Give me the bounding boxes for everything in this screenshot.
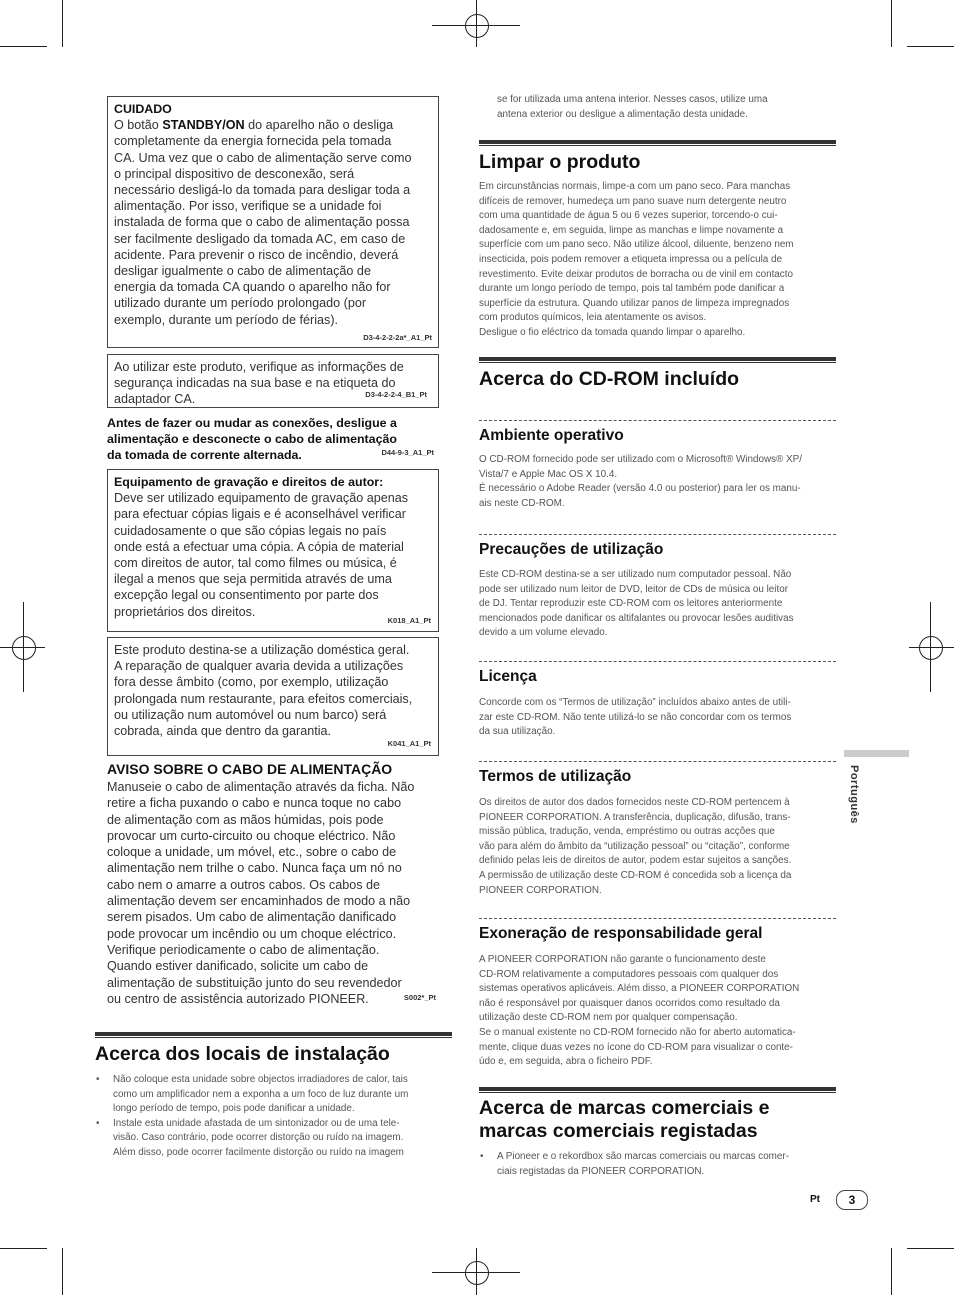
exoneracao-line: sistemas operativos aplicáveis. Além disso, a PIONEER CORPORATION bbox=[479, 983, 800, 995]
licenca-line: Concorde com os “Termos de utilização” incluídos abaixo antes de utili- bbox=[479, 697, 791, 708]
limpar-line: revestimento. Evite deixar produtos de borracha ou de vinil em contacto bbox=[479, 268, 793, 280]
exoneracao-line: CD-ROM relativamente a computadores pessoais com qualquer dos bbox=[479, 968, 779, 980]
connections-warning-line: alimentação e desconecte o cabo de alimentação bbox=[107, 432, 397, 447]
subtitle-exoneracao: Exoneração de responsabilidade geral bbox=[479, 925, 763, 942]
recording-rights-line: com direitos de autor, tal como filmes ou música, é bbox=[114, 556, 397, 571]
language-tab-label: Português bbox=[848, 765, 860, 824]
domestic-use-code: K041_A1_Pt bbox=[387, 738, 431, 748]
standby-on-label: STANDBY/ON bbox=[162, 118, 245, 133]
ambiente-line: ais neste CD-ROM. bbox=[479, 497, 565, 509]
marcas-list bbox=[479, 1150, 839, 1179]
precaucoes-line: de DJ. Tentar reproduzir este CD-ROM com os leitores anteriormente bbox=[479, 598, 783, 610]
bullet-line: • Não coloque esta unidade sobre objectos irradiadores de calor, tais bbox=[113, 1074, 408, 1085]
connections-warning-line: da tomada de corrente alternada. bbox=[107, 448, 302, 463]
caution-line: O botão STANDBY/ON do aparelho não o desliga bbox=[114, 118, 394, 133]
limpar-text bbox=[479, 180, 839, 341]
licenca-line: zar este CD-ROM. Não tente utilizá-lo se não concordar com os termos bbox=[479, 711, 792, 723]
limpar-line: Desligue o fio eléctrico da tomada quando limpar o aparelho. bbox=[479, 326, 746, 338]
precaucoes-line: pode ser utilizado num leitor de DVD, leitor de CDs de música ou leitor bbox=[479, 583, 789, 595]
power-cord-line: alimentação nem trilhe o cabo. Nunca faça um nó no bbox=[107, 861, 402, 876]
recording-rights-box bbox=[107, 469, 439, 632]
caution-code: D3-4-2-2-2a*_A1_Pt bbox=[363, 332, 432, 342]
recording-rights-line: para efectuar cópias ligais e é aconselhável verificar bbox=[114, 507, 406, 522]
termos-text bbox=[479, 796, 839, 898]
antenna-line: antena exterior ou desligue a alimentação desta unidade. bbox=[497, 108, 748, 120]
divider-ambiente bbox=[479, 420, 836, 421]
page-number: 3 bbox=[836, 1190, 868, 1210]
termos-line: PIONEER CORPORATION. A transferência, duplicação, difusão, trans- bbox=[479, 811, 791, 823]
limpar-line: superfície da estrutura. Quando utilizar panos de limpeza impregnados bbox=[479, 297, 790, 309]
power-cord-line: Manuseie o cabo de alimentação através da ficha. Não bbox=[107, 780, 415, 794]
limpar-line: dadosamente e, em seguida, limpe as manchas e limpe novamente a bbox=[479, 224, 784, 236]
section-title-locais: Acerca dos locais de instalação bbox=[95, 1043, 390, 1065]
ambiente-line: Vista/7 e Apple Mac OS X 10.4. bbox=[479, 468, 618, 480]
caution-line: o principal dispositivo de desconexão, será bbox=[114, 166, 355, 181]
safety-info-line: segurança indicadas na sua base e na etiqueta do bbox=[114, 376, 396, 391]
locais-list bbox=[95, 1073, 455, 1161]
marcas-title-line: Acerca de marcas comerciais e bbox=[479, 1097, 770, 1119]
caution-line: energia da tomada CA quando o aparelho não for bbox=[114, 280, 391, 295]
language-tab-bar bbox=[844, 750, 909, 757]
limpar-line: durante um longo período de tempo, pois tal também pode danificar a bbox=[479, 283, 785, 295]
exoneracao-line: utilização deste CD-ROM nem por qualquer compensação. bbox=[479, 1012, 738, 1024]
bullet-line: longo período de tempo, pois pode danificar a unidade. bbox=[113, 1103, 355, 1115]
recording-rights-line: excepção legal ou consentimento por parte dos bbox=[114, 588, 379, 603]
caution-line: necessário desligá-lo da tomada para desligar toda a bbox=[114, 183, 411, 198]
power-cord-line: Verifique periodicamente o cabo de alimentação. bbox=[107, 942, 380, 957]
licenca-line: da sua utilização. bbox=[479, 726, 556, 738]
domestic-use-line: prolongada num restaurante, para efeitos comerciais, bbox=[114, 691, 413, 706]
connections-warning-line: Antes de fazer ou mudar as conexões, desligue a bbox=[107, 416, 397, 430]
domestic-use-line: fora desse âmbito (como, por exemplo, utilização bbox=[114, 675, 389, 690]
caution-line: completamente da energia fornecida pela tomada bbox=[114, 134, 392, 149]
divider-exoneracao bbox=[479, 918, 836, 919]
precaucoes-text bbox=[479, 568, 839, 641]
limpar-line: com produtos químicos, leia atentamente os avisos. bbox=[479, 312, 707, 324]
recording-rights-heading: Equipamento de gravação e direitos de autor: bbox=[114, 475, 384, 489]
power-cord-line: serem pisados. Um cabo de alimentação danificado bbox=[107, 910, 397, 925]
locais-bullets bbox=[95, 1073, 455, 1161]
safety-info-box bbox=[107, 354, 439, 408]
divider-licenca bbox=[479, 661, 836, 662]
exoneracao-text bbox=[479, 953, 839, 1070]
termos-line: missão pública, tradução, venda, empréstimo ou outras acções que bbox=[479, 826, 775, 838]
subtitle-licenca: Licença bbox=[479, 668, 537, 685]
domestic-use-text bbox=[114, 642, 432, 739]
domestic-use-box bbox=[107, 637, 439, 756]
power-cord-text bbox=[107, 779, 439, 1007]
ambiente-line: É necessário o Adobe Reader (versão 4.0 ou posterior) para ler os manu- bbox=[479, 483, 801, 495]
section-rule-locais bbox=[95, 1032, 452, 1038]
language-code: Pt bbox=[810, 1194, 820, 1205]
caution-line: CA. Uma vez que o cabo de alimentação serve como bbox=[114, 150, 412, 165]
termos-line: vão para além do âmbito da “utilização pessoal” ou “citação”, conforme bbox=[479, 840, 790, 852]
termos-line: A permissão de utilização deste CD-ROM é concedida sob a licença da bbox=[479, 869, 792, 881]
bullet-line: ciais registadas da PIONEER CORPORATION. bbox=[497, 1165, 705, 1177]
power-cord-line: alimentação devem ser encaminhados de modo a não bbox=[107, 894, 411, 909]
limpar-line: difíceis de remover, humedeça um pano suave num detergente neutro bbox=[479, 195, 787, 207]
recording-rights-line: cuidadosamente o que são cópias legais no país bbox=[114, 523, 387, 538]
bullet-item bbox=[95, 1073, 455, 1117]
subtitle-precaucoes: Precauções de utilização bbox=[479, 541, 664, 558]
power-cord-line: provocar um curto-circuito ou choque eléctrico. Não bbox=[107, 828, 396, 843]
caution-line: exemplo, durante um período de férias). bbox=[114, 312, 339, 327]
precaucoes-line: devido a um volume elevado. bbox=[479, 627, 608, 639]
divider-precaucoes bbox=[479, 534, 836, 535]
bullet-item bbox=[95, 1117, 455, 1161]
power-cord-code: S002*_Pt bbox=[403, 992, 436, 1002]
recording-rights-line: proprietários dos direitos. bbox=[114, 604, 256, 619]
section-rule-limpar bbox=[479, 140, 836, 146]
bullet-line: visão. Caso contrário, pode ocorrer distorção ou ruído na imagem. bbox=[113, 1132, 404, 1144]
limpar-line: superfície com um pano seco. Não utilize álcool, diluente, benzeno nem bbox=[479, 239, 794, 251]
exoneracao-line: A PIONEER CORPORATION não garante o funcionamento deste bbox=[479, 954, 766, 965]
power-cord-line: alimentação de substituição junto do seu revendedor bbox=[107, 975, 402, 990]
termos-line: PIONEER CORPORATION. bbox=[479, 884, 602, 896]
power-cord-line: cabo nem o amarre a outros cabos. Os cabos de bbox=[107, 877, 381, 892]
recording-rights-line: Deve ser utilizado equipamento de gravação apenas bbox=[114, 491, 409, 506]
caution-line: utilizado durante um período prolongado (por bbox=[114, 296, 367, 311]
divider-termos bbox=[479, 761, 836, 762]
subtitle-ambiente: Ambiente operativo bbox=[479, 427, 624, 444]
power-cord-line: retire a ficha puxando o cabo e nunca toque no cabo bbox=[107, 796, 402, 811]
caution-text bbox=[114, 117, 432, 328]
power-cord-line: ou centro de assistência autorizado PIONEER. bbox=[107, 991, 369, 1006]
caution-line: acidente. Para prevenir o risco de incêndio, deverá bbox=[114, 247, 399, 262]
recording-rights-line: onde está a efectuar uma cópia. A cópia de material bbox=[114, 539, 404, 554]
limpar-line: insecticida, pois podem remover a etiqueta impressa ou a película de bbox=[479, 253, 783, 265]
power-cord-line: coloque a unidade, um móvel, etc., sobre o cabo de bbox=[107, 845, 397, 860]
exoneracao-line: Se o manual existente no CD-ROM fornecido não for aberto automatica- bbox=[479, 1026, 796, 1038]
marcas-bullets bbox=[479, 1150, 839, 1179]
caution-line: ser facilmente desligado da tomada AC, em caso de bbox=[114, 231, 406, 246]
subtitle-termos: Termos de utilização bbox=[479, 768, 632, 785]
safety-info-line: adaptador CA. bbox=[114, 392, 196, 407]
termos-line: definido pelas leis de direitos de autor, podem estar sujeitos a sanções. bbox=[479, 855, 792, 867]
ambiente-lines bbox=[479, 468, 839, 512]
section-rule-marcas bbox=[479, 1087, 836, 1093]
safety-info-code: D3-4-2-2-4_B1_Pt bbox=[365, 389, 427, 399]
caution-line: alimentação. Por isso, verifique se a unidade foi bbox=[114, 199, 382, 214]
termos-line: Os direitos de autor dos dados fornecidos neste CD-ROM pertencem à bbox=[479, 797, 790, 808]
ambiente-line1: O CD-ROM fornecido pode ser utilizado com o Microsoft® Windows® XP/ bbox=[479, 454, 802, 465]
exoneracao-line: mente, clique duas vezes no ícone do CD-ROM para visualizar o conte- bbox=[479, 1041, 793, 1053]
exoneracao-line: não é responsável por quaisquer danos ocorridos como resultado da bbox=[479, 997, 780, 1009]
power-cord-notice bbox=[107, 760, 439, 1007]
section-title-marcas bbox=[479, 1097, 770, 1143]
power-cord-line: de alimentação com as mãos húmidas, pois pode bbox=[107, 812, 384, 827]
bullet-line: como um amplificador nem a exponha a um foco de luz durante um bbox=[113, 1088, 409, 1100]
domestic-use-line: cobrada, ainda que dentro da garantia. bbox=[114, 724, 332, 739]
caution-heading: CUIDADO bbox=[114, 102, 172, 116]
section-title-limpar: Limpar o produto bbox=[479, 151, 641, 173]
caution-line: desligar igualmente o cabo de alimentação de bbox=[114, 264, 371, 279]
power-cord-heading: AVISO SOBRE O CABO DE ALIMENTAÇÃO bbox=[107, 761, 393, 777]
section-rule-cdrom bbox=[479, 357, 836, 363]
ambiente-text bbox=[479, 453, 839, 511]
caution-line: instalada de forma que o cabo de alimentação possa bbox=[114, 215, 410, 230]
section-title-cdrom: Acerca do CD-ROM incluído bbox=[479, 368, 740, 390]
precaucoes-line: Este CD-ROM destina-se a ser utilizado num computador pessoal. Não bbox=[479, 569, 792, 580]
precaucoes-line: mencionados pode danificar os altifalantes ou provocar lesões auditivas bbox=[479, 612, 794, 624]
recording-rights-code: K018_A1_Pt bbox=[387, 615, 431, 625]
antenna-continuation bbox=[497, 93, 837, 122]
limpar-line: com uma quantidade de água 5 ou 6 vezes superior, torcendo-o cui- bbox=[479, 210, 778, 222]
marcas-title-line: marcas comerciais registadas bbox=[479, 1120, 758, 1142]
bullet-line: • A Pioneer e o rekordbox são marcas comerciais ou marcas comer- bbox=[497, 1151, 789, 1162]
power-cord-line: Quando estiver danificado, solicite um cabo de bbox=[107, 959, 369, 974]
bullet-item bbox=[479, 1150, 839, 1179]
recording-rights-text bbox=[114, 490, 432, 620]
connections-warning bbox=[107, 415, 437, 464]
limpar-line: Em circunstâncias normais, limpe-a com um pano seco. Para manchas bbox=[479, 181, 791, 192]
domestic-use-line: A reparação de qualquer avaria devida a utilizações bbox=[114, 659, 404, 674]
recording-rights-line: ilegal a menos que seja permitida através de uma bbox=[114, 572, 392, 587]
safety-info-line: Ao utilizar este produto, verifique as informações de bbox=[114, 360, 404, 374]
bullet-line: • Instale esta unidade afastada de um sintonizador ou de uma tele- bbox=[113, 1117, 400, 1129]
caution-box bbox=[107, 96, 439, 348]
power-cord-line: pode provocar um incêndio ou um choque eléctrico. bbox=[107, 926, 397, 941]
licenca-text bbox=[479, 696, 839, 740]
exoneracao-line: údo e, em seguida, abra o ficheiro PDF. bbox=[479, 1056, 653, 1068]
domestic-use-line: Este produto destina-se a utilização doméstica geral. bbox=[114, 643, 410, 657]
domestic-use-line: ou utilização num automóvel ou num barco) será bbox=[114, 707, 387, 722]
connections-warning-code: D44-9-3_A1_Pt bbox=[381, 448, 434, 458]
antenna-line: se for utilizada uma antena interior. Nesses casos, utilize uma bbox=[497, 94, 768, 105]
bullet-line: Além disso, pode ocorrer facilmente distorção ou ruído na imagem bbox=[113, 1146, 404, 1158]
